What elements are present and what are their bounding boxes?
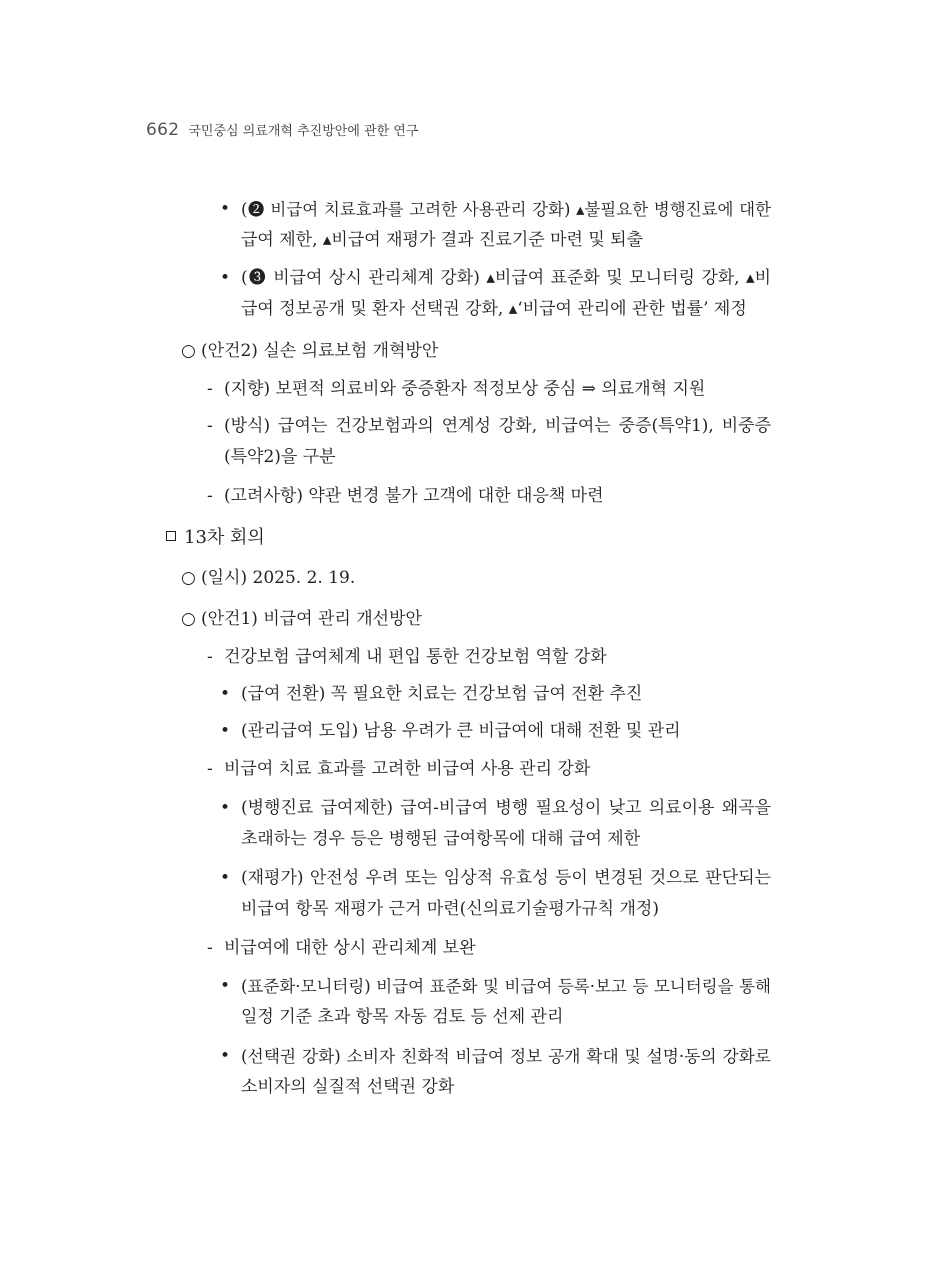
dash-marker: - — [207, 416, 213, 436]
bullet-item-2-line-1: (❸ 비급여 상시 관리체계 강화) ▴비급여 표준화 및 모니터링 강화, ▴비 — [241, 268, 771, 288]
bullet-item-reevaluation-line-1: (재평가) 안전성 우려 또는 임상적 유효성 등이 변경된 것으로 판단되는 — [241, 868, 771, 888]
dash-item-insurance-role: 건강보험 급여체계 내 편입 통한 건강보험 역할 강화 — [224, 647, 607, 667]
bullet-item-reevaluation-line-2: 비급여 항목 재평가 근거 마련(신의료기술평가규칙 개정) — [241, 899, 659, 919]
bullet-item-parallel-care-line-1: (병행진료 급여제한) 급여-비급여 병행 필요성이 낮고 의료이용 왜곡을 — [241, 798, 771, 818]
bullet-item-1-line-2: 급여 제한, ▴비급여 재평가 결과 진료기준 마련 및 퇴출 — [241, 230, 644, 250]
bullet-item-choice-line-1: (선택권 강화) 소비자 친화적 비급여 정보 공개 확대 및 설명·동의 강화로 — [241, 1046, 771, 1066]
bullet-item-choice-line-2: 소비자의 실질적 선택권 강화 — [241, 1077, 455, 1097]
circle-marker: ○ — [181, 609, 196, 629]
agenda-item-non-covered: (안건1) 비급여 관리 개선방안 — [201, 609, 422, 629]
running-title: 국민중심 의료개혁 추진방안에 관한 연구 — [188, 124, 419, 139]
dash-marker: - — [207, 486, 213, 506]
dash-item-considerations: (고려사항) 약관 변경 불가 고객에 대한 대응책 마련 — [224, 486, 604, 506]
meeting-date: (일시) 2025. 2. 19. — [201, 568, 356, 588]
dash-item-usage-management: 비급여 치료 효과를 고려한 비급여 사용 관리 강화 — [224, 759, 591, 779]
bullet-marker: • — [220, 199, 231, 219]
agenda-item-insurance-reform: (안건2) 실손 의료보험 개혁방안 — [201, 341, 439, 361]
bullet-item-managed-benefit: (관리급여 도입) 남용 우려가 큰 비급여에 대해 전환 및 관리 — [241, 721, 681, 741]
running-header — [146, 120, 418, 140]
bullet-item-parallel-care-line-2: 초래하는 경우 등은 병행된 급여항목에 대해 급여 제한 — [241, 829, 641, 849]
dash-item-management-system: 비급여에 대한 상시 관리체계 보완 — [224, 938, 476, 958]
dash-item-method-line-2: (특약2)을 구분 — [224, 447, 336, 467]
bullet-marker: • — [220, 798, 231, 818]
bullet-item-benefit-conversion: (급여 전환) 꼭 필요한 치료는 건강보험 급여 전환 추진 — [241, 684, 643, 704]
bullet-item-1-line-1: (❷ 비급여 치료효과를 고려한 사용관리 강화) ▴불필요한 병행진료에 대한 — [241, 200, 771, 219]
bullet-marker: • — [220, 721, 231, 741]
dash-item-method-line-1: (방식) 급여는 건강보험과의 연계성 강화, 비급여는 중증(특약1), 비중증 — [224, 416, 771, 436]
bullet-marker: • — [220, 684, 231, 704]
square-bullet-icon — [166, 531, 176, 541]
circle-marker: ○ — [181, 341, 196, 361]
bullet-marker: • — [220, 868, 231, 888]
bullet-marker: • — [220, 976, 231, 996]
bullet-marker: • — [220, 1046, 231, 1066]
bullet-item-standardization-line-2: 일정 기준 초과 항목 자동 검토 등 선제 관리 — [241, 1007, 564, 1027]
dash-marker: - — [207, 938, 213, 958]
page-number: 662 — [146, 120, 180, 140]
dash-marker: - — [207, 759, 213, 779]
bullet-item-2-line-2: 급여 정보공개 및 환자 선택권 강화, ▴‘비급여 관리에 관한 법률’ 제정 — [241, 299, 747, 319]
circle-marker: ○ — [181, 568, 196, 588]
dash-marker: - — [207, 647, 213, 667]
bullet-item-standardization-line-1: (표준화·모니터링) 비급여 표준화 및 비급여 등록·보고 등 모니터링을 통해 — [241, 977, 771, 996]
dash-marker: - — [207, 379, 213, 399]
bullet-marker: • — [220, 268, 231, 288]
dash-item-direction: (지향) 보편적 의료비와 중증환자 적정보상 중심 ⇒ 의료개혁 지원 — [224, 379, 706, 399]
section-heading-13th-meeting: 13차 회의 — [184, 527, 265, 548]
